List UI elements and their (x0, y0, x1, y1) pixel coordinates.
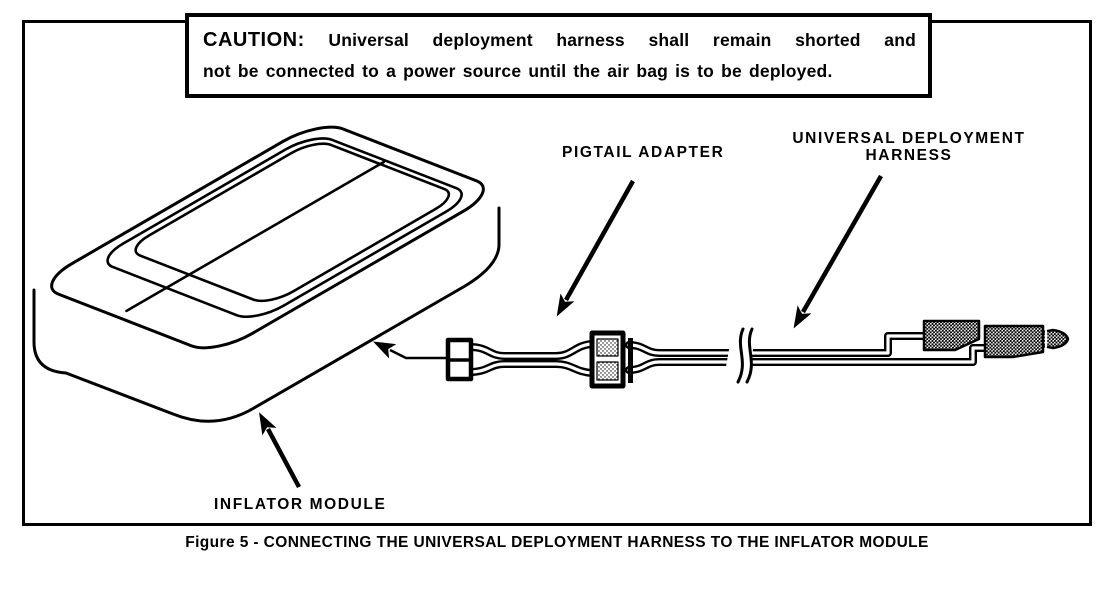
squib-connector (448, 340, 471, 379)
shorting-plugs (924, 321, 1068, 357)
inflator-module-label: INFLATOR MODULE (214, 496, 387, 513)
inflator-module-arrow (268, 429, 299, 487)
deployment-harness-drawing (448, 321, 1068, 386)
figure-caption: Figure 5 - CONNECTING THE UNIVERSAL DEPLOYMENT HARNESS TO THE INFLATOR MODULE (185, 534, 929, 551)
deployment-harness-label-line2: HARNESS (865, 147, 953, 164)
caution-text-line1 (203, 25, 916, 56)
caution-box (185, 13, 932, 98)
adapter-junction-block (592, 333, 633, 386)
pigtail-adapter-arrow (566, 181, 633, 300)
caution-heading: CAUTION: (203, 29, 305, 51)
deployment-harness-label (778, 130, 1040, 164)
cable-break-symbol (723, 327, 757, 384)
pigtail-adapter-label: PIGTAIL ADAPTER (562, 144, 725, 161)
caution-text-line2: not be connected to a power source until the air bag is to be deployed. (203, 61, 833, 81)
plug-lower (985, 326, 1043, 357)
deployment-harness-label-line1: UNIVERSAL DEPLOYMENT (792, 130, 1026, 147)
inflator-module-drawing (34, 120, 500, 421)
caution-line1-text: Universal deployment harness shall remain shorted and (328, 30, 916, 50)
deployment-harness-arrow (803, 176, 881, 312)
module-top-face (35, 120, 500, 355)
harness-wire-top (629, 336, 925, 353)
module-connector-leader-arrow (390, 350, 447, 358)
